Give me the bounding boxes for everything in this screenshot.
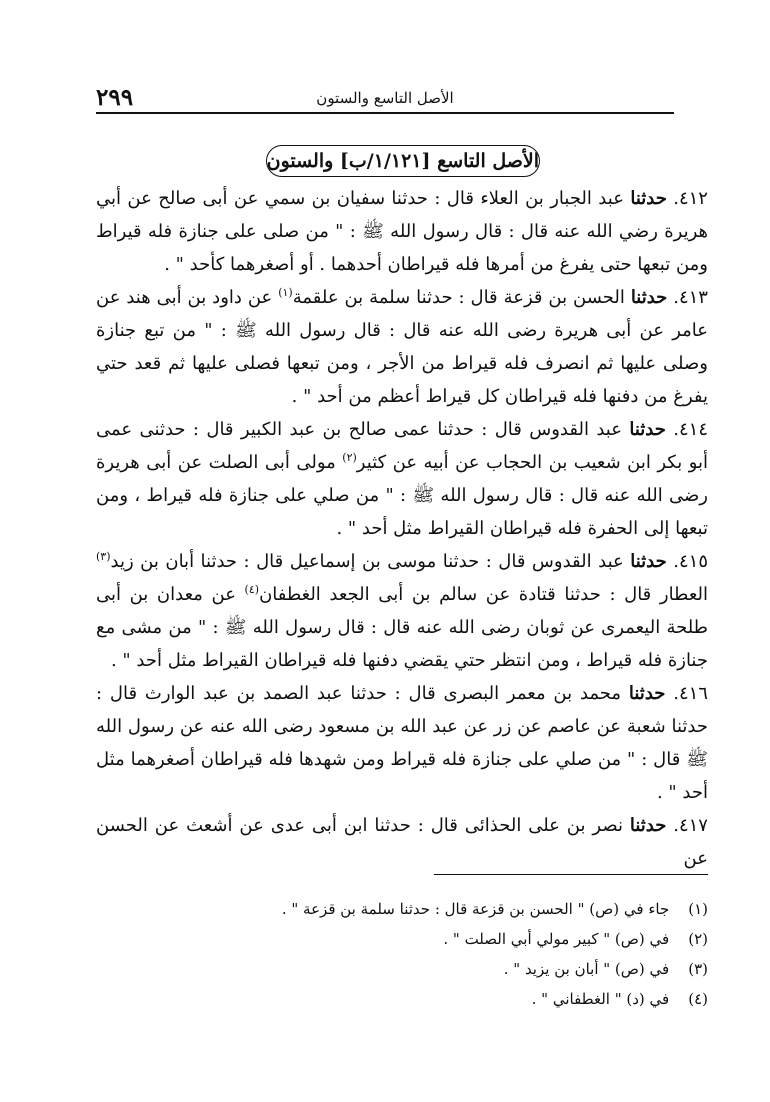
footnote-number: (٣) — [688, 960, 708, 978]
hadith-text: العطار قال : حدثنا قتادة عن سالم بن أبى الجعد الغطفان — [259, 584, 708, 605]
hadith-text: عن داود بن أبى هند عن عامر عن أبى هريرة رضى الله عنه قال : قال رسول الله ﷺ : " من تبع جنازة وصلى عليها ثم انصرف فله قيراط من الأجر ، ومن تبعها فصلى عليها ثم قعد حتي يفرغ من دفنها فله قيراطان كل قيراط أعظم من أحد " . — [96, 287, 708, 407]
main-text — [96, 182, 708, 875]
hadith-number: ٤١٣ — [678, 287, 708, 308]
footnote-text: في (ص) " كبير مولي أبي الصلت " . — [443, 930, 670, 948]
footnote-item — [96, 954, 708, 984]
hadith-text: عبد القدوس قال : حدثنا موسى بن إسماعيل قال : حدثنا أبان بن زيد — [110, 551, 624, 572]
footnote-ref: (٢) — [342, 451, 357, 464]
page-header — [96, 84, 674, 114]
hadith-text: مولى أبى الصلت عن أبى هريرة رضى الله عنه قال : قال رسول الله ﷺ : " من صلي على جنازة فله قيراط ، ومن تبعها إلى الحفرة فله قيراطان القيراط مثل أحد " . — [96, 452, 708, 539]
footnote-number: (٢) — [688, 930, 708, 948]
haddathana-word: حدثنا — [630, 551, 667, 572]
hadith-416: ٤١٦. حدثنا محمد بن معمر البصرى قال : حدثنا عبد الصمد بن عبد الوارث قال : حدثنا شعبة عن عاصم عن زر عن عبد الله بن مسعود رضى الله عنه عن رسول الله ﷺ قال : " من صلي على جنازة فله قيراط ومن شهدها فله قيراطان أصغرهما مثل أحد " . — [96, 683, 708, 803]
footnote-ref: (١) — [278, 286, 293, 299]
page-number: ٢٩٩ — [96, 84, 134, 111]
haddathana-word: حدثنا — [630, 287, 668, 308]
haddathana-word: حدثنا — [629, 419, 666, 440]
footnote-item — [96, 894, 708, 924]
hadith-414: ٤١٤. حدثنا عبد القدوس قال : حدثنا عمى صالح بن عبد الكبير قال : حدثنى عمى أبو بكر ابن شعيب بن الحجاب عن أبيه عن كثير$^{(٢)}$ مولى أبى الصلت عن أبى هريرة رضى الله عنه قال : قال رسول الله ﷺ : " من صلي على جنازة فله قيراط ، ومن تبعها إلى الحفرة فله قيراطان القيراط مثل أحد " . — [96, 419, 709, 539]
footnote-item — [96, 924, 708, 954]
footnote-item — [96, 984, 708, 1014]
hadith-number: ٤١٤ — [678, 419, 708, 440]
footnote-ref: (٣) — [96, 550, 111, 563]
hadith-text: عن معدان بن أبى طلحة اليعمرى عن ثوبان رضى الله عنه قال : قال رسول الله ﷺ : " من مشى مع جنازة فله قيراط ، ومن انتظر حتي يقضي دفنها فله قيراطان القيراط مثل أحد " . — [96, 584, 708, 671]
hadith-text: عبد الجبار بن العلاء قال : حدثنا سفيان بن سمي عن أبى صالح عن أبي هريرة رضي الله عنه قال : قال رسول الله ﷺ : " من صلى على جنازة فله قيراط ومن تبعها حتى يفرغ من أمرها فله قيراطان أحدهما . أو أصغرهما كأحد " . — [96, 188, 708, 275]
footnote-ref: (٤) — [244, 583, 260, 596]
hadith-number: ٤١٥ — [678, 551, 708, 572]
hadith-text: الحسن بن قزعة قال : حدثنا سلمة بن علقمة — [292, 287, 625, 308]
hadith-text: عبد القدوس قال : حدثنا عمى صالح بن عبد الكبير قال : حدثنى عمى أبو بكر ابن شعيب بن الحجاب عن أبيه عن كثير — [96, 419, 709, 473]
haddathana-word: حدثنا — [628, 683, 666, 704]
footnote-text: في (د) " الغطفاني " . — [531, 990, 670, 1008]
hadith-412: ٤١٢. حدثنا عبد الجبار بن العلاء قال : حدثنا سفيان بن سمي عن أبى صالح عن أبي هريرة رضي الله عنه قال : قال رسول الله ﷺ : " من صلى على جنازة فله قيراط ومن تبعها حتى يفرغ من أمرها فله قيراطان أحدهما . أو أصغرهما كأحد " . — [96, 188, 708, 275]
footnote-divider — [434, 874, 708, 875]
hadith-number: ٤١٦ — [678, 683, 708, 704]
hadith-text: محمد بن معمر البصرى قال : حدثنا عبد الصمد بن عبد الوارث قال : حدثنا شعبة عن عاصم عن زر عن عبد الله بن مسعود رضى الله عنه عن رسول الله ﷺ قال : " من صلي على جنازة فله قيراط ومن شهدها فله قيراطان أصغرهما مثل أحد " . — [96, 683, 708, 803]
footnote-number: (١) — [688, 900, 708, 918]
footnote-number: (٤) — [688, 990, 708, 1008]
haddathana-word: حدثنا — [630, 188, 667, 209]
running-title: الأصل التاسع والستون — [316, 89, 454, 107]
hadith-413: ٤١٣. حدثنا الحسن بن قزعة قال : حدثنا سلمة بن علقمة$^{(١)}$ عن داود بن أبى هند عن عامر عن أبى هريرة رضى الله عنه قال : قال رسول الله ﷺ : " من تبع جنازة وصلى عليها ثم انصرف فله قيراط من الأجر ، ومن تبعها فصلى عليها ثم قعد حتي يفرغ من دفنها فله قيراطان كل قيراط أعظم من أحد " . — [96, 286, 708, 407]
chapter-title: الأصل التاسع [١/١٢١/ب] والستون — [266, 145, 540, 177]
hadith-417: ٤١٧. حدثنا نصر بن على الحذائى قال : حدثنا ابن أبى عدى عن أشعث عن الحسن عن — [96, 815, 708, 869]
hadith-number: ٤١٢ — [678, 188, 708, 209]
haddathana-word: حدثنا — [629, 815, 667, 836]
footnotes — [96, 894, 708, 1014]
footnote-text: في (ص) " أبان بن يزيد " . — [503, 960, 670, 978]
hadith-number: ٤١٧ — [678, 815, 708, 836]
hadith-text: نصر بن على الحذائى قال : حدثنا ابن أبى عدى عن أشعث عن الحسن عن — [96, 815, 708, 869]
footnote-text: جاء في (ص) " الحسن بن قزعة قال : حدثنا سلمة بن قزعة " . — [281, 900, 670, 918]
hadith-415: ٤١٥. حدثنا عبد القدوس قال : حدثنا موسى بن إسماعيل قال : حدثنا أبان بن زيد$^{(٣)}$ العطار قال : حدثنا قتادة عن سالم بن أبى الجعد الغطفان$^{(٤)}$ عن معدان بن أبى طلحة اليعمرى عن ثوبان رضى الله عنه قال : قال رسول الله ﷺ : " من مشى مع جنازة فله قيراط ، ومن انتظر حتي يقضي دفنها فله قيراطان القيراط مثل أحد " . — [96, 550, 708, 671]
